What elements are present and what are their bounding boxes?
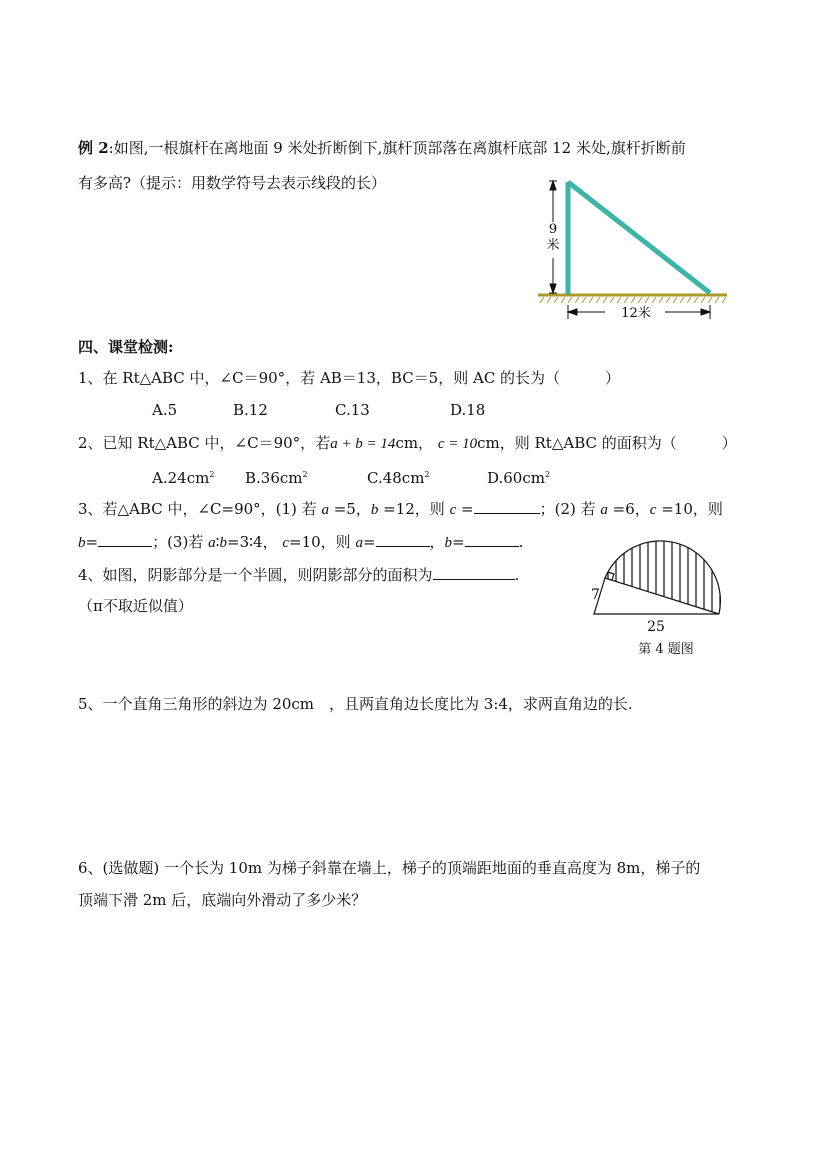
example-label: 例 2 xyxy=(78,139,109,157)
question-3-line1: 3、若△ABC 中，∠C=90°，(1) 若 a =5，b =12，则 c = ；(2) 若 a =6，c =10，则 xyxy=(78,500,723,518)
hatch-mark xyxy=(603,297,607,303)
hatch-mark xyxy=(596,297,600,303)
height-unit: 米 xyxy=(546,238,560,253)
hatch-mark xyxy=(687,297,691,303)
hatch-mark xyxy=(673,297,677,303)
question-5: 5、一个直角三角形的斜边为 20cm ，且两直角边长度比为 3:4，求两直角边的长. xyxy=(78,695,633,713)
section-title: 四、课堂检测: xyxy=(78,338,174,356)
hatch-mark xyxy=(715,297,719,303)
q2-unit1: cm， xyxy=(395,434,434,452)
answer-blank-b[interactable] xyxy=(98,531,152,547)
q1-option-b: B.12 xyxy=(233,401,268,419)
hatch-mark xyxy=(547,297,551,303)
hatch-mark xyxy=(631,297,635,303)
q1-option-d: D.18 xyxy=(450,401,486,419)
hatch-mark xyxy=(722,297,726,303)
answer-blank-a[interactable] xyxy=(376,531,430,547)
hatch-mark xyxy=(701,297,705,303)
base-label: 25 xyxy=(647,619,665,635)
ground-hatching xyxy=(540,297,726,303)
q2-expr1: a + b = 14 xyxy=(330,436,396,452)
hatch-mark xyxy=(659,297,663,303)
hatch-mark xyxy=(638,297,642,303)
base-label: 12米 xyxy=(621,306,651,321)
hatch-mark xyxy=(610,297,614,303)
semicircle-figure xyxy=(591,530,720,657)
q2-option-d: $D.60cm^2$ xyxy=(487,469,551,487)
shaded-hatching xyxy=(600,530,720,620)
answer-blank-b2[interactable] xyxy=(465,531,519,547)
hatch-mark xyxy=(617,297,621,303)
hatch-mark xyxy=(694,297,698,303)
q2-unit2: cm，则 Rt△ABC 的面积为（ ） xyxy=(477,434,737,452)
hatch-mark xyxy=(582,297,586,303)
side-label: 7 xyxy=(591,587,600,603)
q2-expr2: c = 10 xyxy=(437,436,478,452)
question-6-line1: 6、(选做题) 一个长为 10m 为梯子斜靠在墙上，梯子的顶端距地面的垂直高度为 8m，梯子的 xyxy=(78,859,701,877)
question-4-note: （π不取近似值） xyxy=(78,597,193,615)
question-4: 4、如图，阴影部分是一个半圆，则阴影部分的面积为 . xyxy=(78,566,520,584)
hatch-mark xyxy=(680,297,684,303)
example-text: :如图,一根旗杆在离地面 9 米处折断倒下,旗杆顶部落在离旗杆底部 12 米处,旗杆折断前 xyxy=(108,139,686,157)
q1-option-a: A.5 xyxy=(152,401,178,419)
figure-caption: 第 4 题图 xyxy=(638,642,694,657)
hatch-mark xyxy=(708,297,712,303)
question-2 xyxy=(78,433,737,454)
broken-top xyxy=(568,182,710,293)
hatch-mark xyxy=(645,297,649,303)
q2-text: 2、已知 Rt△ABC 中，∠C＝90°，若 xyxy=(78,434,331,452)
hatch-mark xyxy=(666,297,670,303)
hatch-mark xyxy=(652,297,656,303)
hatch-mark xyxy=(561,297,565,303)
question-6-line2: 顶端下滑 2m 后，底端向外滑动了多少米？ xyxy=(78,891,367,909)
height-label: 9 xyxy=(548,222,558,237)
q2-option-b: $B.36cm^2$ xyxy=(245,469,308,487)
q2-option-c: $C.48cm^2$ xyxy=(367,469,430,487)
example2-line2: 有多高?（提示：用数学符号去表示线段的长） xyxy=(78,174,387,192)
semicircle-arc xyxy=(605,541,720,614)
hatch-mark xyxy=(624,297,628,303)
hatch-mark xyxy=(554,297,558,303)
hatch-mark xyxy=(575,297,579,303)
hatch-mark xyxy=(540,297,544,303)
question-3-line2: b= ；(3)若 a∶b=3∶4， c=10，则 a= ，b= . xyxy=(78,533,524,551)
flagpole-figure xyxy=(538,181,727,321)
height-arrow xyxy=(549,181,557,293)
q2-option-a: $A.24cm^2$ xyxy=(152,469,215,487)
answer-blank-c[interactable] xyxy=(474,498,540,514)
q1-option-c: C.13 xyxy=(335,401,370,419)
hatch-mark xyxy=(568,297,572,303)
answer-blank-area[interactable] xyxy=(433,564,515,580)
question-1: 1、在 Rt△ABC 中，∠C＝90°，若 AB＝13，BC＝5，则 AC 的长为（ ） xyxy=(78,369,621,387)
hatch-mark xyxy=(589,297,593,303)
